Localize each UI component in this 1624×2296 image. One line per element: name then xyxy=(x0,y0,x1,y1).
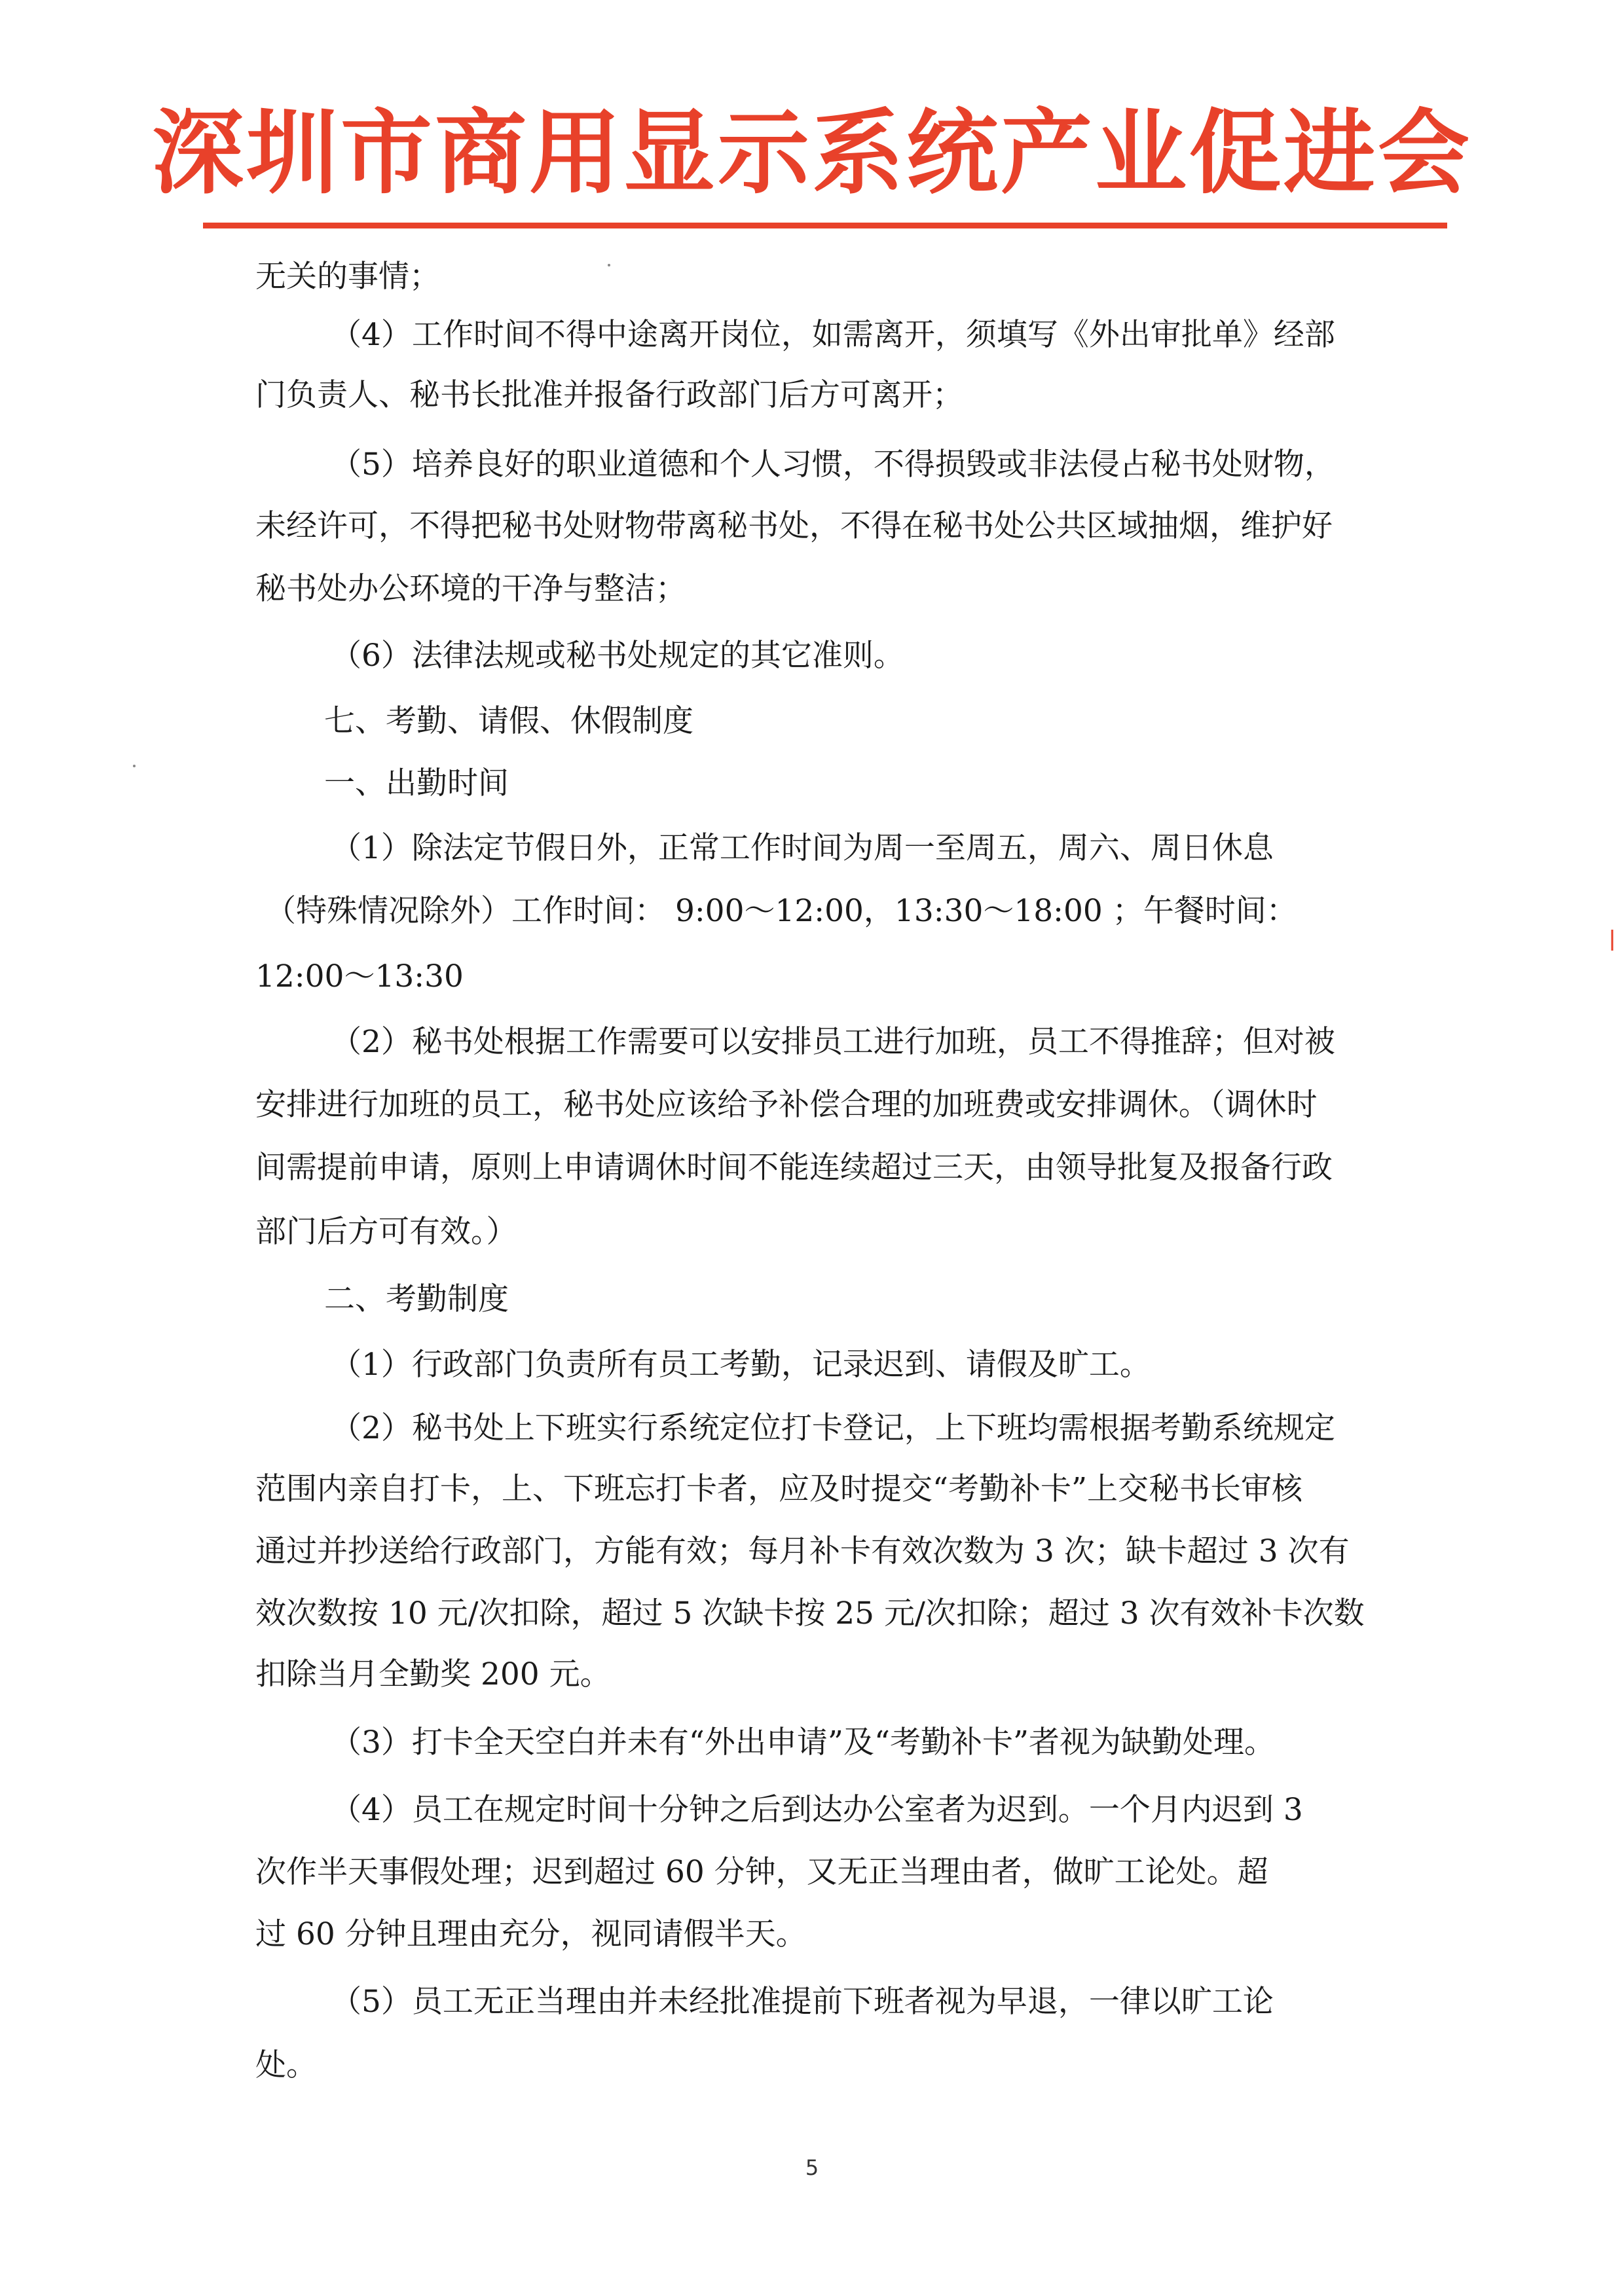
body-line: （6）法律法规或秘书处规定的其它准则。 xyxy=(331,638,904,674)
body-line: （5）培养良好的职业道德和个人习惯，不得损毁或非法侵占秘书处财物， xyxy=(331,446,1335,483)
body-line: 未经许可，不得把秘书处财物带离秘书处，不得在秘书处公共区域抽烟，维护好 xyxy=(255,508,1333,544)
body-line: （4）员工在规定时间十分钟之后到达办公室者为迟到。一个月内迟到 3 xyxy=(331,1792,1303,1828)
body-line: 范围内亲自打卡，上、下班忘打卡者，应及时提交“考勤补卡”上交秘书长审核 xyxy=(255,1471,1303,1507)
section-heading: 七、考勤、请假、休假制度 xyxy=(324,703,693,739)
scan-speck xyxy=(608,264,610,266)
body-line: 无关的事情； xyxy=(255,259,440,295)
page-number: 5 xyxy=(805,2155,819,2180)
body-line: （4）工作时间不得中途离开岗位，如需离开，须填写《外出审批单》经部 xyxy=(331,317,1335,353)
subsection-heading: 二、考勤制度 xyxy=(324,1281,509,1317)
letterhead xyxy=(0,98,1624,210)
body-line: 处。 xyxy=(255,2047,317,2083)
body-line: （3）打卡全天空白并未有“外出申请”及“考勤补卡”者视为缺勤处理。 xyxy=(331,1724,1276,1760)
body-line: （1）除法定节假日外，正常工作时间为周一至周五，周六、周日休息 xyxy=(331,830,1274,866)
body-line: （5）员工无正当理由并未经批准提前下班者视为早退，一律以旷工论 xyxy=(331,1984,1274,2020)
scan-speck xyxy=(133,765,136,767)
body-line: 安排进行加班的员工，秘书处应该给予补偿合理的加班费或安排调休。（调休时 xyxy=(255,1087,1318,1123)
subsection-heading: 一、出勤时间 xyxy=(324,765,509,801)
body-line: 扣除当月全勤奖 200 元。 xyxy=(255,1656,611,1692)
body-line: （1）行政部门负责所有员工考勤，记录迟到、请假及旷工。 xyxy=(331,1347,1151,1383)
body-line: 秘书处办公环境的干净与整洁； xyxy=(255,571,686,607)
letterhead-divider xyxy=(203,223,1447,228)
body-line: 效次数按 10 元/次扣除，超过 5 次缺卡按 25 元/次扣除；超过 3 次有效补卡次数 xyxy=(255,1595,1365,1631)
body-line: （2）秘书处根据工作需要可以安排员工进行加班，员工不得推辞；但对被 xyxy=(331,1024,1335,1060)
body-line: 部门后方可有效。） xyxy=(255,1214,517,1250)
body-line: 通过并抄送给行政部门，方能有效；每月补卡有效次数为 3 次；缺卡超过 3 次有 xyxy=(255,1533,1350,1569)
body-line: 次作半天事假处理；迟到超过 60 分钟，又无正当理由者，做旷工论处。超 xyxy=(255,1854,1268,1890)
body-line: 门负责人、秘书长批准并报备行政部门后方可离开； xyxy=(255,377,963,413)
body-line: 过 60 分钟且理由充分，视同请假半天。 xyxy=(255,1916,807,1952)
body-line: 间需提前申请，原则上申请调休时间不能连续超过三天，由领导批复及报备行政 xyxy=(255,1150,1333,1186)
body-line: （2）秘书处上下班实行系统定位打卡登记，上下班均需根据考勤系统规定 xyxy=(331,1410,1335,1446)
body-line: （特殊情况除外）工作时间： 9:00～12:00，13:30～18:00 ；午餐时间： xyxy=(265,893,1297,929)
organization-name: 深圳市商用显示系统产业促进会 xyxy=(151,100,1472,207)
body-line: 12:00～13:30 xyxy=(255,958,464,994)
